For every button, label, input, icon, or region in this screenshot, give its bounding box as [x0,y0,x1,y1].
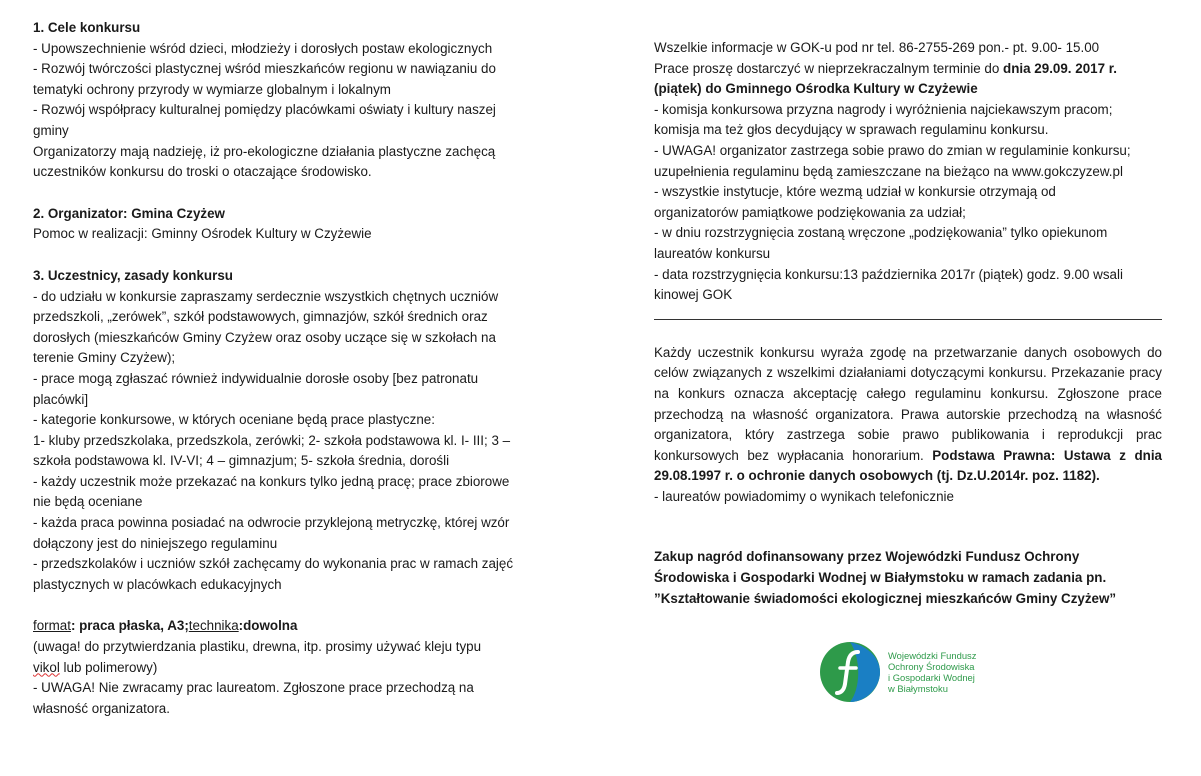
s3-line: - kategorie konkursowe, w których oceniane będą prace plastyczne: [33,412,435,428]
glue-note-line: (uwaga! do przytwierdzania plastiku, drewna, itp. prosimy używać kleju typu [33,639,482,655]
s3-line: dorosłych (mieszkańców Gminy Czyżew oraz osoby uczące się w szkołach na [33,329,496,345]
s1-line: - Rozwój twórczości plastycznej wśród mieszkańców regionu w nawiązaniu do [33,61,496,77]
vikol-word: vikol [33,659,60,675]
rule-line: - UWAGA! organizator zastrzega sobie prawo do zmian w regulaminie konkursu; [654,142,1131,158]
spacer [33,595,553,616]
rule-line: kinowej GOK [654,287,733,303]
deadline-date: dnia 29.09. 2017 r. [1003,60,1117,76]
divider [654,319,1162,320]
technika-label: technika [188,618,239,634]
logo-line: Wojewódzki Fundusz [888,650,977,661]
rule-line: uzupełnienia regulaminu będą zamieszczane na bieżąco na www.gokczyzew.pl [654,163,1123,179]
s1-line: gminy [33,122,69,138]
s1-line: tematyki ochrony przyrody w wymiarze globalnym i lokalnym [33,81,391,97]
rule-line: organizatorów pamiątkowe podziękowania za udział; [654,204,966,220]
deadline-line [654,59,1162,80]
rule-line: - wszystkie instytucje, które wezmą udział w konkursie otrzymają od [654,184,1056,200]
funder-logo [818,640,1018,704]
s1-line: Organizatorzy mają nadzieję, iż pro-ekologiczne działania plastyczne zachęcą [33,143,496,159]
s2-line: Pomoc w realizacji: Gminny Ośrodek Kultury w Czyżewie [33,226,372,242]
glue-note-rest: lub polimerowy) [59,659,158,675]
technika-value: :dowolna [238,618,298,634]
funding-note [654,547,1162,609]
phone-notice: - laureatów powiadomimy o wynikach telefonicznie [654,488,954,504]
s3-line: nie będą oceniane [33,494,143,510]
rule-line: - komisja konkursowa przyzna nagrody i wyróżnienia najciekawszym pracom; [654,101,1113,117]
rule-line: - w dniu rozstrzygnięcia zostaną wręczone „podziękowania” tylko opiekunom [654,225,1108,241]
wfosigw-logo-icon [818,640,882,704]
section-2-title: 2. Organizator: Gmina Czyżew [33,205,225,221]
logo-line: w Białymstoku [888,683,948,694]
section-1-body [33,39,553,183]
funding-line: ”Kształtowanie świadomości ekologicznej mieszkańców Gminy Czyżew” [654,590,1117,606]
spacer [33,183,553,204]
s1-line: uczestników konkursu do troski o otaczające środowisko. [33,164,372,180]
funding-line: Środowiska i Gospodarki Wodnej w Białymstoku w ramach zadania pn. [654,570,1107,586]
glue-note-line-2 [33,658,553,679]
section-3-body [33,287,553,596]
section-1-title: 1. Cele konkursu [33,20,141,35]
s3-line: - do udziału w konkursie zapraszamy serdecznie wszystkich chętnych uczniów [33,288,499,304]
s1-line: - Rozwój współpracy kulturalnej pomiędzy placówkami oświaty i kultury naszej [33,102,496,118]
rule-line: laureatów konkursu [654,245,771,261]
s3-line: szkoła podstawowa kl. IV-VI; 4 – gimnazjum; 5- szkoła średnia, dorośli [33,453,450,469]
s3-line: terenie Gminy Czyżew); [33,350,176,366]
format-line [33,616,553,637]
rules-list [654,100,1162,306]
s3-line: 1- kluby przedszkolaka, przedszkola, zerówki; 2- szkoła podstawowa kl. I- III; 3 – [33,432,511,448]
logo-line: i Gospodarki Wodnej [888,672,975,683]
final-line: własność organizatora. [33,700,170,716]
left-column [33,18,553,719]
consent-text: Każdy uczestnik konkursu wyraża zgodę na przetwarzanie danych osobowych do celów związanych z wszelkimi działaniami dotyczącymi konkursu. Przekazanie pracy na konkurs oznacza akceptację całego regulaminu konkursu. Zgłoszone prace przechodzą na własność organizatora. Prawa autorskie przechodzą na własność organizatora, który zastrzega sobie prawo publikowania i reprodukcji prac konkursowych bez wypłacania honorarium. [654,344,1162,463]
s1-line: - Upowszechnienie wśród dzieci, młodzieży i dorosłych postaw ekologicznych [33,40,493,56]
contact-info: Wszelkie informacje w GOK-u pod nr tel. 86-2755-269 pon.- pt. 9.00- 15.00 [654,40,1100,55]
format-label: format [33,618,71,634]
legal-basis: Podstawa Prawna: Ustawa z dnia 29.08.1997 r. o ochronie danych osobowych (tj. Dz.U.2014r. poz. 1182). [654,447,1163,484]
deadline-location: (piątek) do Gminnego Ośrodka Kultury w Czyżewie [654,81,978,97]
s3-line: - prace mogą zgłaszać również indywidualnie dorosłe osoby [bez patronatu [33,370,479,386]
deadline-text: Prace proszę dostarczyć w nieprzekraczalnym terminie do [654,60,1004,76]
rule-line: - data rozstrzygnięcia konkursu:13 października 2017r (piątek) godz. 9.00 wsali [654,266,1123,282]
final-line: - UWAGA! Nie zwracamy prac laureatom. Zgłoszone prace przechodzą na [33,680,474,696]
s3-line: placówki] [33,391,89,407]
spacer [33,245,553,266]
logo-text [888,650,976,694]
s3-line: - każda praca powinna posiadać na odwrocie przyklejoną metryczkę, której wzór [33,515,510,531]
section-3-title: 3. Uczestnicy, zasady konkursu [33,267,233,283]
s3-line: - przedszkolaków i uczniów szkół zachęcamy do wykonania prac w ramach zajęć [33,556,514,572]
rule-line: komisja ma też głos decydujący w sprawach regulaminu konkursu. [654,122,1049,138]
s3-line: plastycznych w placówkach edukacyjnych [33,576,282,592]
logo-line: Ochrony Środowiska [888,661,975,672]
s3-line: przedszkoli, „zerówek”, szkół podstawowych, gimnazjów, szkół średnich oraz [33,309,488,325]
consent-paragraph [654,343,1162,487]
format-value: : praca płaska, A3; [70,618,189,634]
s3-line: dołączony jest do niniejszego regulaminu [33,535,278,551]
right-column [654,38,1162,609]
s3-line: - każdy uczestnik może przekazać na konkurs tylko jedną pracę; prace zbiorowe [33,473,510,489]
funding-line: Zakup nagród dofinansowany przez Wojewódzki Fundusz Ochrony [654,549,1080,565]
